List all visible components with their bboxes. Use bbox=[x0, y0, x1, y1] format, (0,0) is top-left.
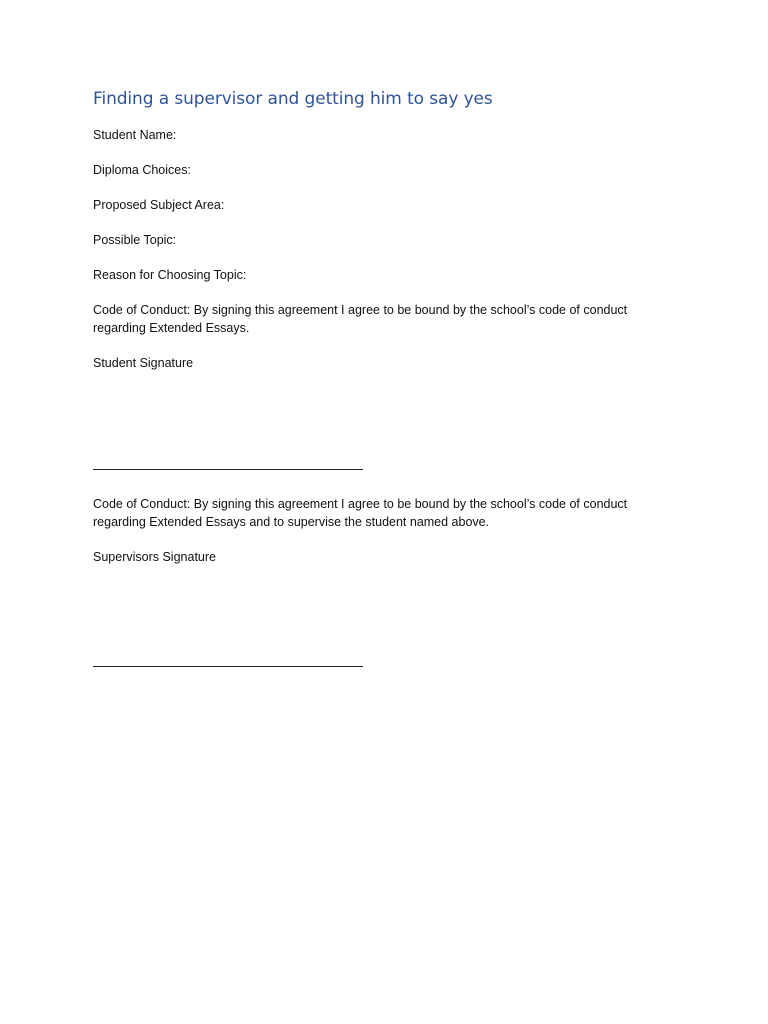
supervisor-signature-line bbox=[93, 666, 363, 667]
student-signature-label: Student Signature bbox=[93, 356, 194, 370]
supervisor-signature-label: Supervisors Signature bbox=[93, 550, 216, 564]
student-name-label: Student Name: bbox=[93, 128, 177, 142]
diploma-choices-label: Diploma Choices: bbox=[93, 163, 191, 177]
student-signature-line bbox=[93, 469, 363, 470]
proposed-subject-area-label: Proposed Subject Area: bbox=[93, 198, 225, 212]
reason-for-choosing-topic-label: Reason for Choosing Topic: bbox=[93, 268, 247, 282]
page-title: Finding a supervisor and getting him to say yes bbox=[93, 89, 493, 109]
supervisor-code-of-conduct: Code of Conduct: By signing this agreement I agree to be bound by the school’s code of conduct regarding Extended Essays and to supervise the student named above. bbox=[93, 497, 628, 529]
document-content bbox=[93, 87, 653, 667]
student-code-of-conduct: Code of Conduct: By signing this agreement I agree to be bound by the school’s code of conduct regarding Extended Essays. bbox=[93, 303, 628, 335]
possible-topic-label: Possible Topic: bbox=[93, 233, 177, 247]
